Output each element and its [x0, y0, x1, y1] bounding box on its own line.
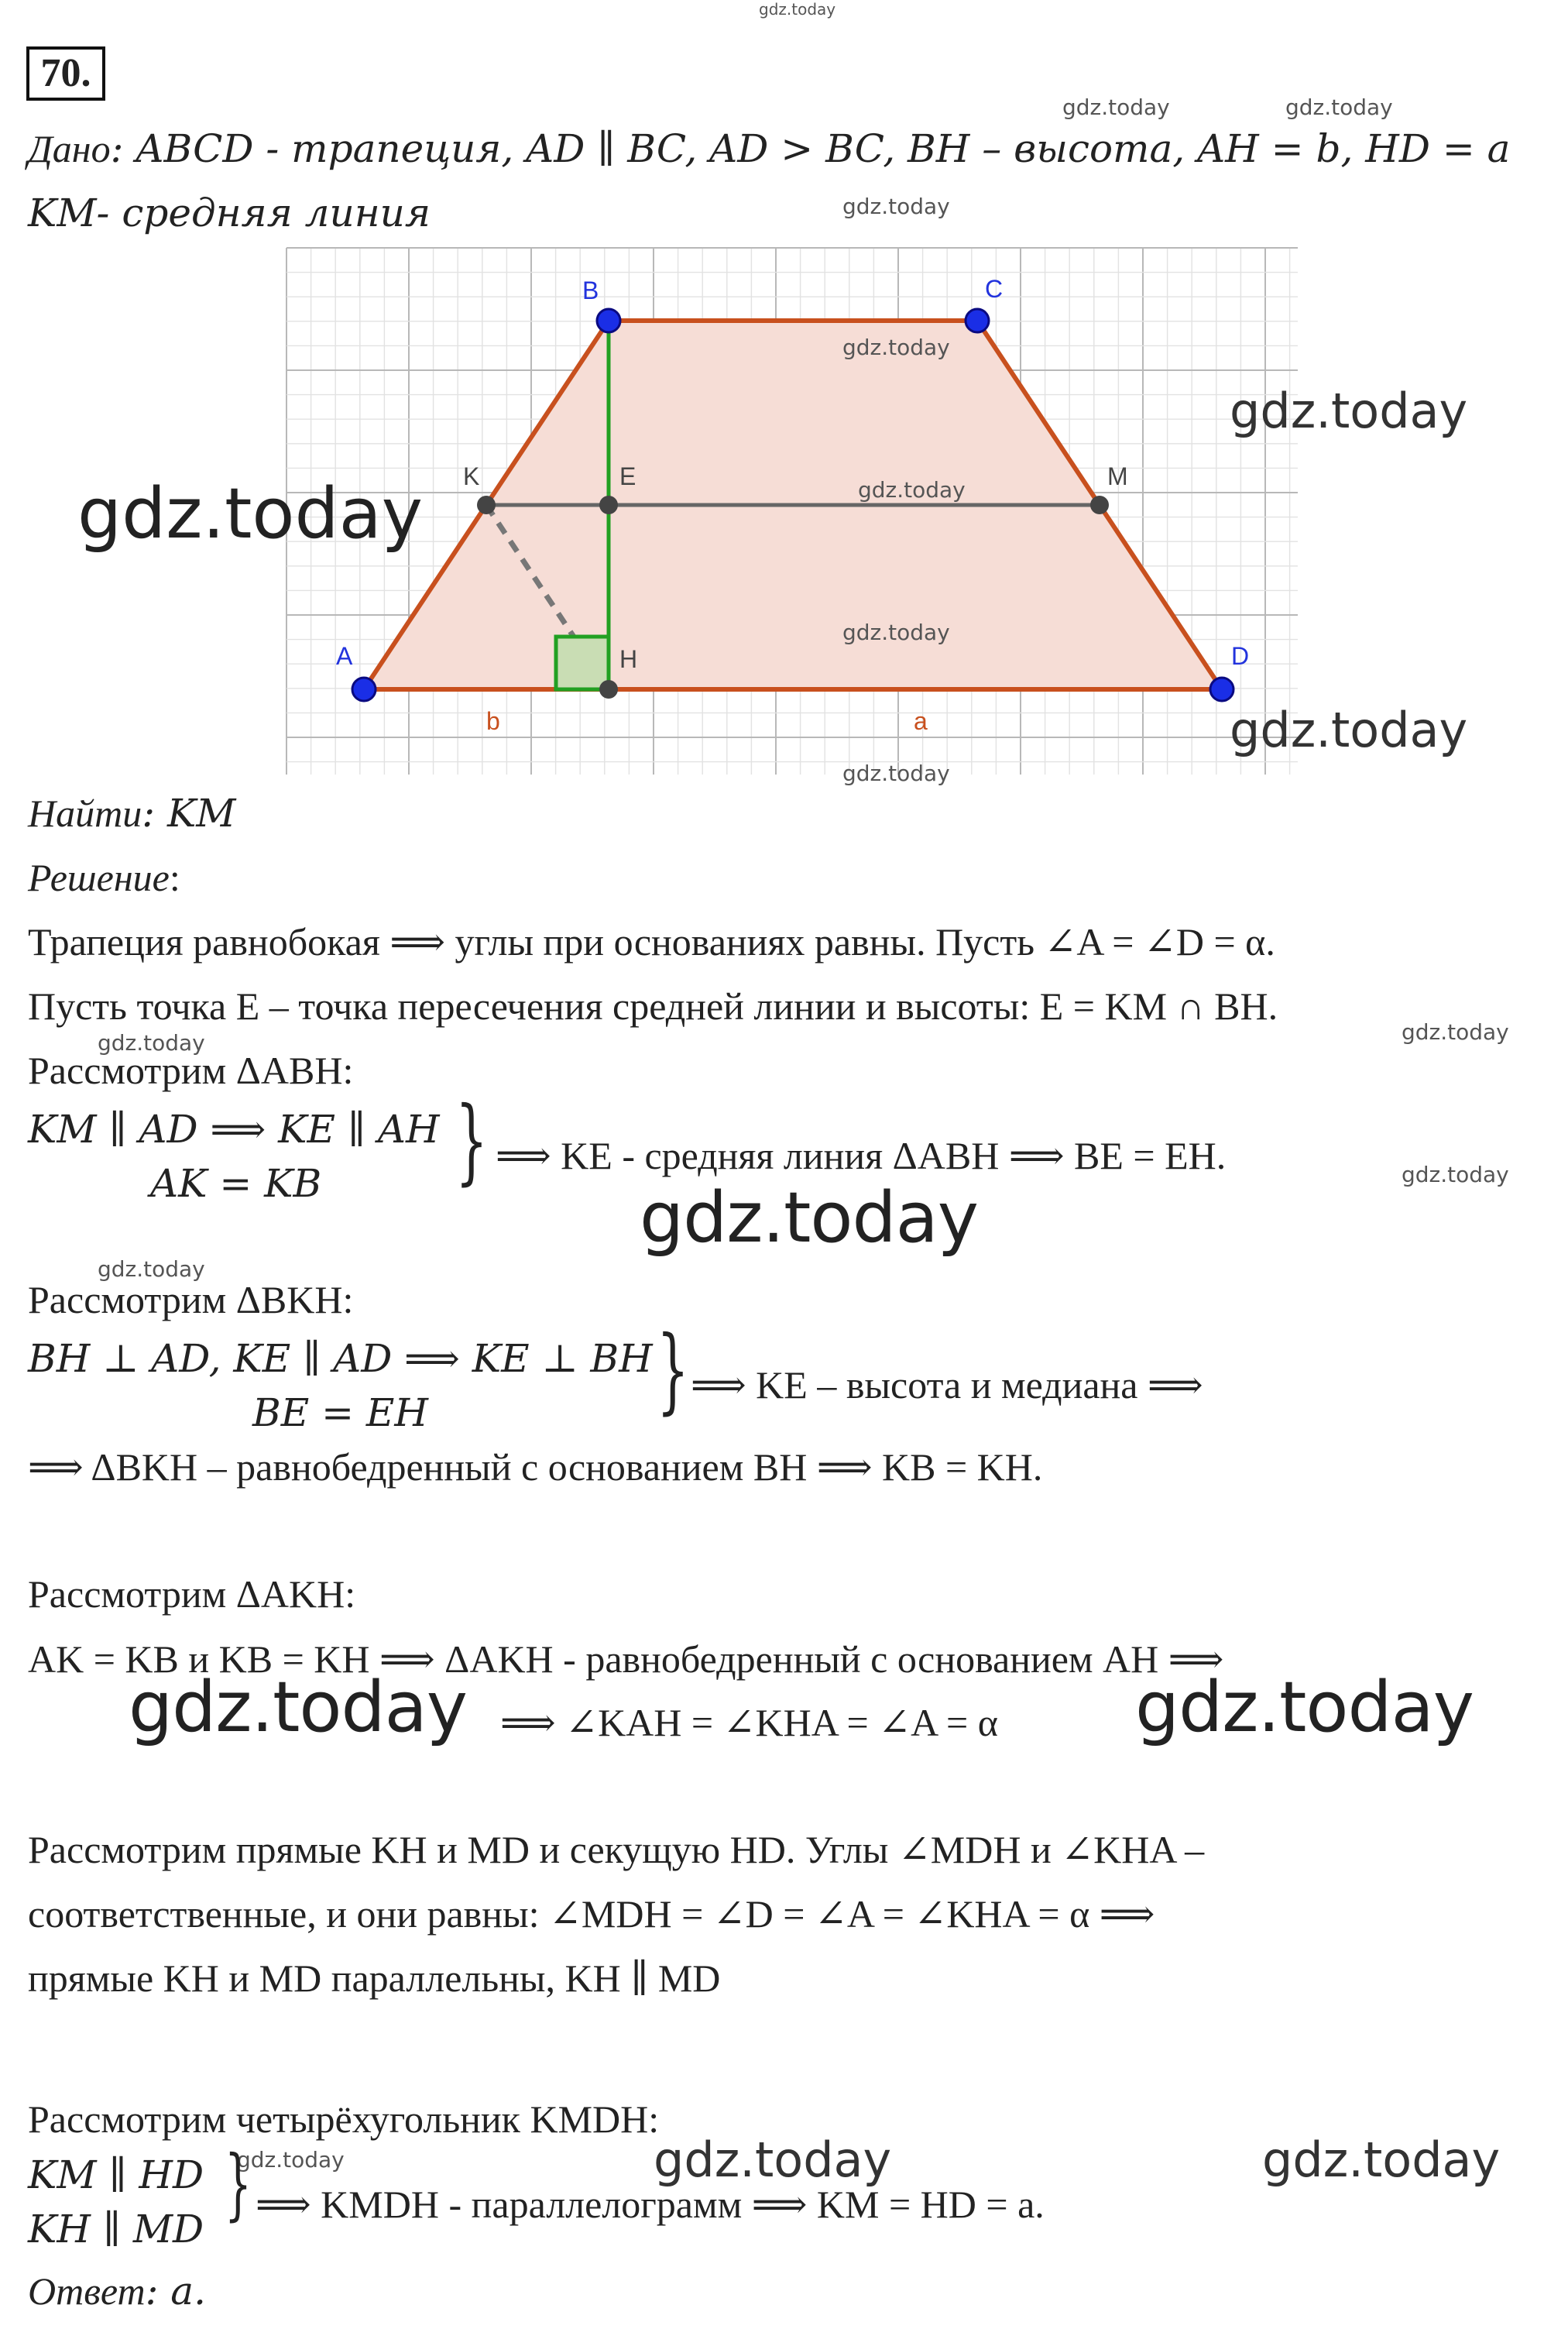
- label-a: A: [336, 642, 353, 670]
- line-12: соответственные, и они равны: ∠MDH = ∠D = ∠A = ∠KHA = α ⟹: [28, 1892, 1155, 1936]
- line-10: ⟹ ∠KAH = ∠KHA = ∠A = α: [500, 1701, 998, 1744]
- watermark-figure: gdz.today: [858, 477, 966, 503]
- right-angle-mark: [556, 637, 609, 689]
- line-15c: ⟹ KMDH - параллелограмм ⟹ KM = HD = a.: [256, 2183, 1045, 2226]
- given-line-2: KM- средняя линия: [28, 191, 431, 235]
- watermark-large: gdz.today: [1135, 1667, 1474, 1748]
- brace-1: }: [455, 1087, 488, 1195]
- brace-3: }: [225, 2138, 252, 2229]
- solution-line: [28, 854, 180, 901]
- line-13: прямые KH и MD параллельны, KH ∥ MD: [28, 1956, 721, 2000]
- solution-colon: :: [169, 856, 180, 899]
- point-c: [966, 309, 989, 332]
- solution-label: Решение: [28, 856, 170, 899]
- watermark: gdz.today: [1062, 94, 1170, 120]
- watermark: gdz.today: [237, 2147, 345, 2173]
- trapezoid-figure: [0, 0, 1568, 790]
- label-d: D: [1231, 642, 1250, 670]
- label-segment-a: a: [914, 707, 928, 735]
- watermark-large: gdz.today: [1230, 383, 1468, 439]
- label-segment-b: b: [486, 707, 500, 735]
- line-9: AK = KB и KB = KH ⟹ ΔAKH - равнобедренный с основанием AH ⟹: [28, 1637, 1224, 1681]
- brace-2: }: [657, 1317, 689, 1424]
- point-h: [599, 680, 618, 699]
- find-line: [28, 790, 236, 836]
- label-m: M: [1107, 462, 1128, 490]
- watermark-large: gdz.today: [640, 1177, 979, 1259]
- point-m: [1090, 496, 1109, 514]
- line-6c: ⟹ KE – высота и медиана ⟹: [691, 1363, 1203, 1407]
- given-label: Дано: [28, 127, 111, 170]
- line-4c: ⟹ KE - средняя линия ΔABH ⟹ BE = EH.: [496, 1134, 1227, 1177]
- line-4b: AK = KB: [150, 1161, 322, 1206]
- watermark-top: gdz.today: [759, 0, 836, 19]
- watermark-figure: gdz.today: [842, 620, 950, 645]
- answer-label: Ответ: [28, 2269, 146, 2313]
- line-1: Трапеция равнобокая ⟹ углы при основаниях равны. Пусть ∠A = ∠D = α.: [28, 920, 1275, 964]
- line-7: ⟹ ΔBKH – равнобедренный с основанием BH ⟹ KB = KH.: [28, 1445, 1043, 1489]
- line-2: Пусть точка E – точка пересечения средней линии и высоты: E = KM ∩ BH.: [28, 984, 1278, 1028]
- line-15a: KM ∥ HD: [28, 2152, 204, 2197]
- point-a: [352, 678, 376, 701]
- line-11: Рассмотрим прямые KH и MD и секущую HD. Углы ∠MDH и ∠KHA –: [28, 1828, 1205, 1871]
- find-label: Найти: [28, 792, 142, 835]
- line-3: Рассмотрим ΔABH:: [28, 1049, 354, 1092]
- point-e: [599, 496, 618, 514]
- answer-line: [28, 2268, 206, 2314]
- label-e: E: [619, 462, 636, 490]
- label-k: K: [463, 462, 480, 490]
- line-6b: BE = EH: [252, 1390, 429, 1435]
- answer-text: : a.: [145, 2269, 207, 2314]
- point-k: [477, 496, 496, 514]
- watermark-large: gdz.today: [129, 1667, 468, 1748]
- point-b: [597, 309, 620, 332]
- label-h: H: [619, 645, 638, 673]
- line-5: Рассмотрим ΔBKH:: [28, 1278, 354, 1321]
- watermark: gdz.today: [98, 1256, 205, 1282]
- line-14: Рассмотрим четырёхугольник KMDH:: [28, 2097, 660, 2141]
- watermark-figure: gdz.today: [842, 761, 950, 786]
- watermark: gdz.today: [1402, 1019, 1509, 1045]
- line-15b: KH ∥ MD: [28, 2207, 204, 2252]
- watermark-medium: gdz.today: [1262, 2131, 1501, 2188]
- watermark: gdz.today: [1285, 94, 1393, 120]
- watermark-figure: gdz.today: [842, 335, 950, 360]
- watermark: gdz.today: [98, 1030, 205, 1056]
- line-4a: KM ∥ AD ⟹ KE ∥ AH: [28, 1107, 440, 1152]
- given-text: : ABCD - трапеция, AD ∥ BC, AD > BC, BH – высота, AH = b, HD = a: [110, 126, 1511, 171]
- watermark: gdz.today: [1402, 1162, 1509, 1187]
- watermark-medium: gdz.today: [654, 2131, 892, 2188]
- point-d: [1210, 678, 1233, 701]
- problem-number-text: 70.: [40, 51, 91, 95]
- label-c: C: [985, 275, 1004, 303]
- watermark-large: gdz.today: [1230, 702, 1468, 758]
- watermark-large: gdz.today: [77, 473, 424, 555]
- line-8: Рассмотрим ΔAKH:: [28, 1572, 356, 1616]
- label-b: B: [582, 277, 599, 304]
- line-6a: BH ⊥ AD, KE ∥ AD ⟹ KE ⊥ BH: [28, 1336, 653, 1381]
- watermark: gdz.today: [842, 194, 950, 219]
- find-text: : KM: [142, 791, 236, 836]
